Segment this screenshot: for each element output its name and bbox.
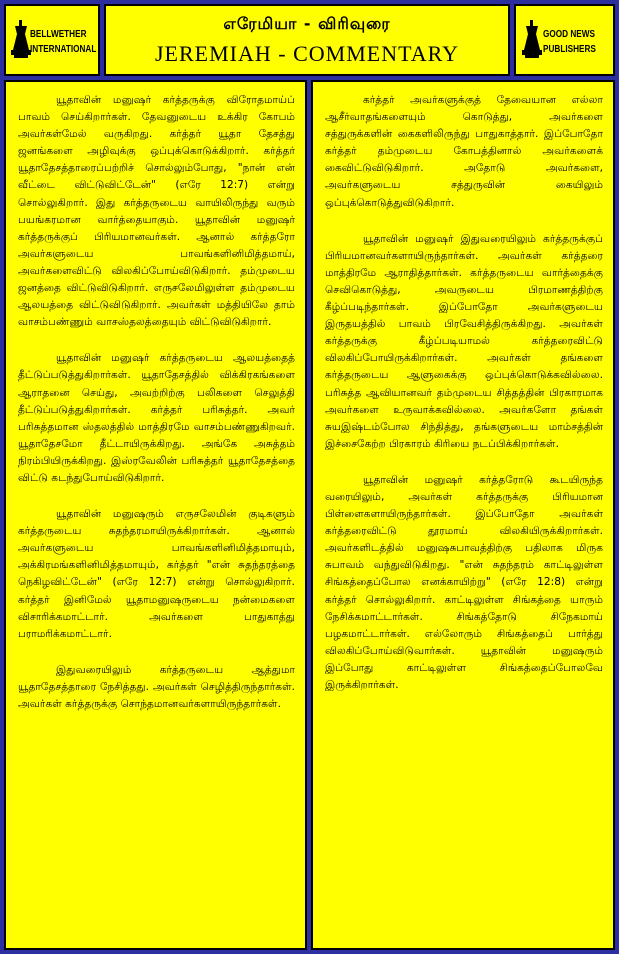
left-paragraph-2: யூதாவின் மனுஷர் கர்த்தருடைய ஆலயத்தைத் தீட்டுப்படுத்துகிறார்கள். யூதாதேசத்தில் விக்கிரகங்களை ஆராதனை செய்து, அவற்றிற்கு பலிகளை செலுத்தி தீட்டுப்படுத்துகிறார்கள். கர்த்தர் பரிசுத்தர். அவர் பரிசுத்தமான ஸ்தலத்தில் மாத்திரமே வாசம்பண்ணுகிறவர். யூதாதேசமோ தீட்டாயிருக்கிறது. அங்கே அசுத்தம் நிரம்பியிருக்கிறது. இஸ்ரவேலின் பரிசுத்தர் யூதாதேசத்தை விட்டு கடந்துபோய்விடுகிறார். [18,352,295,484]
right-logo-line1: GOOD NEWS [543,29,595,40]
left-paragraph-3: யூதாவின் மனுஷரும் எருசலேமின் குடிகளும் கர்த்தருடைய சுதந்தரமாயிருக்கிறார்கள். ஆனால் அவர்களுடைய பாவங்களினிமித்தமாயும், அக்கிரமங்களினிமித்தமாயும், கர்த்தர் "என் சுதந்தரத்தை நெகிழவிட்டேன்" (எரே 12:7) என்று சொல்லுகிறார். கர்த்தர் இனிமேல் யூதாமனுஷருடைய நன்மைகளை விசாரிக்கமாட்டார். அவர்களை பாதுகாத்து பராமரிக்கமாட்டார். [18,508,295,640]
right-paragraph-3: யூதாவின் மனுஷர் கர்த்தரோடு கூடயிருந்த வரையிலும், அவர்கள் கர்த்தருக்கு பிரியமான பிள்ளைகளாயிருந்தார்கள். இப்போதோ அவர்கள் கர்த்தரைவிட்டு தூரமாய் விலகியிருக்கிறார்கள். அவர்களிடத்தில் மனுஷசுபாவத்திற்கு பதிலாக மிருக சுபாவம் வந்துவிடுகிறது. "என் சுதந்தரம் காட்டிலுள்ள சிங்கத்தைப்போல எனக்காயிற்று" (எரே 12:8) என்று கர்த்தர் சொல்லுகிறார். காட்டிலுள்ள சிங்கத்தை யாரும் நேசிக்கமாட்டார்கள். சிங்கத்தோடு சிநேகமாய் பழகமாட்டார்கள். எல்லோரும் சிங்கத்தைப் பார்த்து விலகிப்போய்விடுவார்கள். யூதாவின் மனுஷரும் இப்போது காட்டிலுள்ள சிங்கத்தைப்போலவே இருக்கிறார்கள். [325,473,603,691]
right-column [311,80,615,950]
left-column [4,80,307,950]
right-paragraph-1: கர்த்தர் அவர்களுக்குத் தேவையான எல்லா ஆசீர்வாதங்களையும் கொடுத்து, அவர்களை சத்துருக்களின் கைகளிலிருந்து பாதுகாத்தார். இப்போதோ கர்த்தர் தம்முடைய கோபத்தினால் அவர்களைக் கைவிட்டுவிடுகிறார். அதோடு அவர்களை, அவர்களுடைய சத்துருவின் கையிலும் ஒப்புக்கொடுத்துவிடுகிறார். [325,94,603,209]
good-news-logo-icon [522,20,542,58]
right-logo-line2: PUBLISHERS [543,44,596,55]
bellwether-logo-box [4,4,100,76]
left-paragraph-4: இதுவரையிலும் கர்த்தருடைய ஆத்துமா யூதாதேசத்தாரை நேசித்தது. அவர்கள் செழித்திருந்தார்கள். அவர்கள் கர்த்தருக்கு சொந்தமானவர்களாயிருந்தார்கள். [18,663,295,710]
title-box [104,4,510,76]
title-tamil: எரேமியா - விரிவுரை [223,14,391,33]
bellwether-logo-icon [11,20,31,58]
good-news-logo-box [514,4,615,76]
right-paragraph-2: யூதாவின் மனுஷர் இதுவரையிலும் கர்த்தருக்குப் பிரியமானவர்களாயிருந்தார்கள். அவர்கள் கர்த்தரை மாத்திரமே ஆராதித்தார்கள். கர்த்தருடைய வார்த்தைக்கு செவிகொடுத்து, அவருடைய பிரமாணத்திற்கு கீழ்ப்படிந்தார்கள். இப்போதோ அவர்களுடைய இருதயத்தில் பாவம் பிரவேசித்திருக்கிறது. அவர்கள் கர்த்தருக்கு கீழ்ப்படியாமல் கர்த்தரைவிட்டு விலகிப்போயிருக்கிறார்கள். அவர்கள் தங்களை கர்த்தருடைய ஆளுகைக்கு ஒப்புக்கொடுக்கவில்லை. பரிசுத்த ஆவியானவர் தம்முடைய சித்தத்தின் பிரகாரமாக அவர்களை உருவாக்கவில்லை. அவர்களோ தங்கள் சுயஇஷ்டம்போல சிந்தித்து, தங்களுடைய மாம்சத்தின் இச்சைகேற்ற பிரகாரம் கிரியை நடப்பிக்கிறார்கள். [325,232,603,450]
left-paragraph-1: யூதாவின் மனுஷர் கர்த்தருக்கு விரோதமாய்ப் பாவம் செய்கிறார்கள். தேவனுடைய உக்கிர கோபம் அவர்கள்மேல் வருகிறது. கர்த்தர் யூதா தேசத்து ஜனங்களை அழிவுக்கு ஒப்புக்கொடுக்கிறார். கர்த்தர் யூதாதேசத்தாரைப்பற்றிச் சொல்லும்போது, "நான் என் வீட்டை விட்டுவிட்டேன்" (எரே 12:7) என்று சொல்லுகிறார். இது கர்த்தருடைய வாயிலிருந்து வரும் பயங்கரமான வார்த்தையாகும். யூதாவின் மனுஷர் கர்த்தருக்குப் பிரியமானவர்கள். ஆனால் கர்த்தரோ அவர்களுடைய பாவங்களினிமித்தமாய், அவர்களைவிட்டு விலகிப்போய்விடுகிறார். தம்முடைய ஜனத்தை விட்டுவிடுகிறார். எருசலேமிலுள்ள தம்முடைய ஆலயத்தை விட்டுவிடுகிறார். அவர்கள் மத்தியிலே தாம் வாசம்பண்ணும் வாசஸ்தலத்தையும் விட்டுவிடுகிறார். [18,94,295,329]
left-logo-line2: INTERNATIONAL [30,44,97,55]
left-logo-line1: BELLWETHER [30,29,87,40]
title-english: JEREMIAH - COMMENTARY [154,41,460,66]
